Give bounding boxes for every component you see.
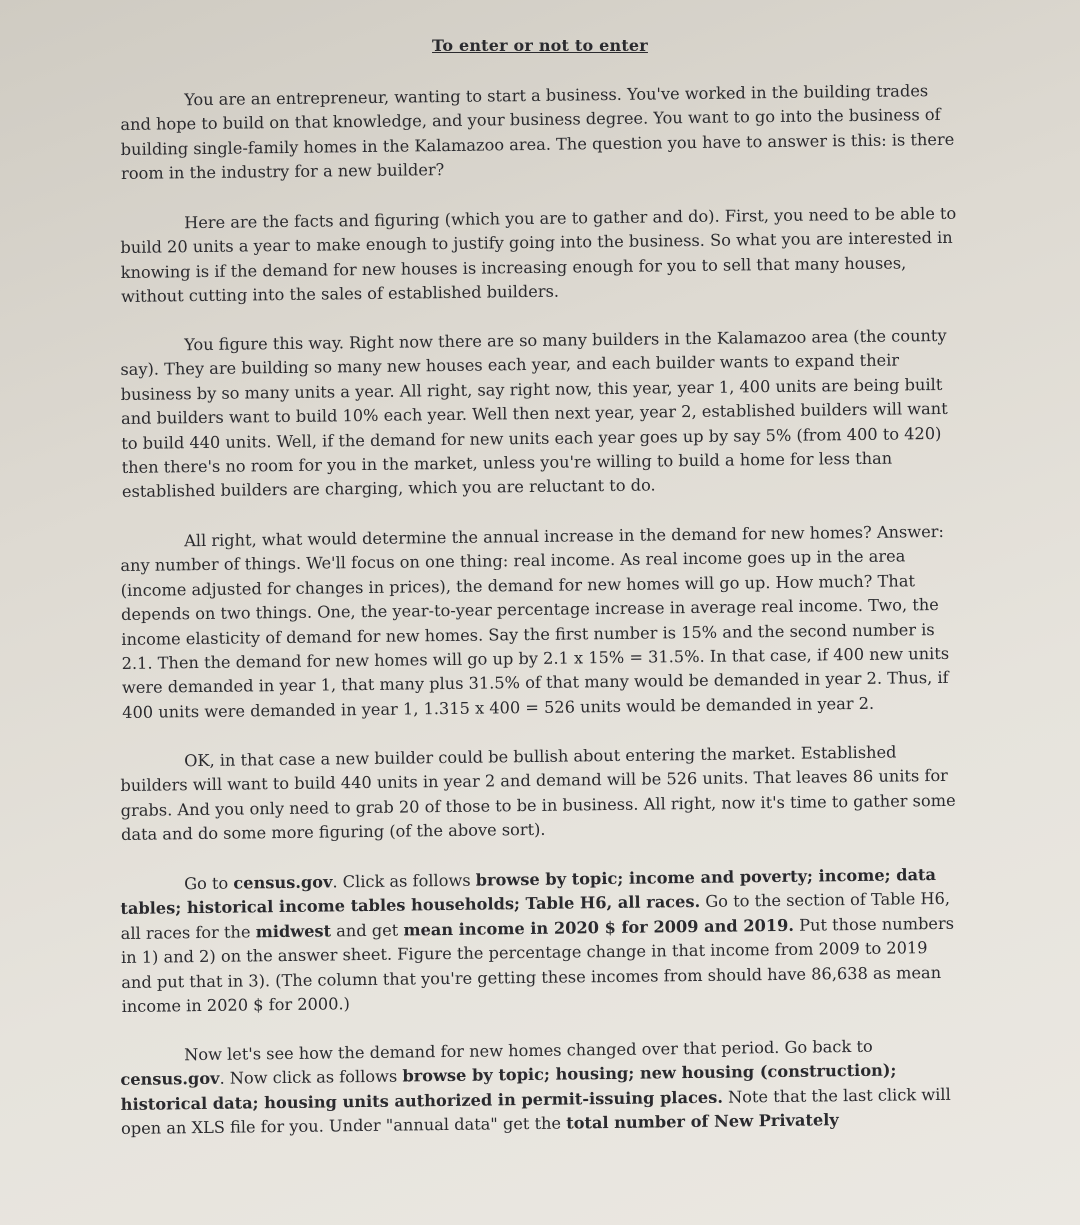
paragraph-demand: All right, what would determine the annual increase in the demand for new homes? Answer: any number of things. We'll focus on one thing: real income. As real income goes up in the area (income adjusted for changes in prices), the demand for new homes will go up. How much? That depends on two things. One, the year-to-year percentage increase in average real income. Two, the income elasticity of demand for new homes. Say the first number is 15% and the second number is 2.1. Then the demand for new homes will go up by 2.1 x 15% = 31.5%. In that case, if 400 new units were demanded in year 1, that many plus 31.5% of that many would be demanded in year 2. Thus, if 400 units were demanded in year 1, 1.315 x 400 = 526 units would be demanded in year 2. [120,522,950,722]
census-bold-path: browse by topic; income and poverty; income; data tables; historical income tables households; Table H6, all races. [120,865,937,919]
paragraph-figure: You figure this way. Right now there are so many builders in the Kalamazoo area (the county say). They are building so many new houses each year, and each builder wants to expand their business by so many units a year. All right, say right now, this year, year 1, 400 units are being built and builders want to build 10% each year. Well then next year, year 2, established builders will want to build 440 units. Well, if the demand for new units each year goes up by say 5% (from 400 to 420) then there's no room for you in the market, unless you're willing to build a home for less than established builders are charging, which you are reluctant to do. [120,326,948,502]
housing-census-link: census.gov [120,1069,220,1090]
census-text-2: . Click as follows [332,870,476,892]
housing-bold-total: total number of New Privately [566,1110,839,1134]
housing-text-3: Note that the last click will open an XLS file for you. Under "annual data" get the [120,1085,951,1139]
census-text-3: Go to the section of Table H6, all races for the [120,889,951,943]
census-link: census.gov [233,872,333,893]
census-text-5: Put those numbers in 1) and 2) on the answer sheet. Figure the percentage change in that income from 2009 to 2019 and put that in 3). (The column that you're getting these incomes from should have 86,638 as mean income in 2020 $ for 2000.) [120,913,955,1016]
census-bold-midwest: midwest [255,921,332,942]
census-text-4: and get [330,920,404,941]
paragraph-intro: You are an entrepreneur, wanting to start a business. You've worked in the building trades and hope to build on that knowledge, and your business degree. You want to go into the business of building single-family homes in the Kalamazoo area. The question you have to answer is this: is there room in the industry for a new builder? [120,81,955,184]
housing-bold-path: browse by topic; housing; new housing (construction); historical data; housing units authorized in permit-issuing places. [120,1061,897,1115]
paragraph-census-income [120,863,962,1020]
document-title: To enter or not to enter [432,36,648,55]
census-text-1: Go to [184,873,234,894]
housing-text-1: Now let's see how the demand for new homes changed over that period. Go back to [184,1037,873,1065]
paragraph-census-housing [120,1034,961,1142]
paragraph-facts: Here are the facts and figuring (which you are to gather and do). First, you need to be able to build 20 units a year to make enough to justify going into the business. So what you are interested in knowing is if the demand for new houses is increasing enough for you to sell that many houses, without cutting into the sales of established builders. [120,203,957,306]
census-bold-mean-income: mean income in 2020 $ for 2009 and 2019. [403,915,795,940]
housing-text-2: . Now click as follows [219,1067,403,1089]
document-page [120,30,960,1167]
paragraph-bullish: OK, in that case a new builder could be bullish about entering the market. Established builders will want to build 440 units in year 2 and demand will be 526 units. That leaves 86 units for grabs. And you only need to grab 20 of those to be in business. All right, now it's time to gather some data and do some more figuring (of the above sort). [120,742,956,845]
